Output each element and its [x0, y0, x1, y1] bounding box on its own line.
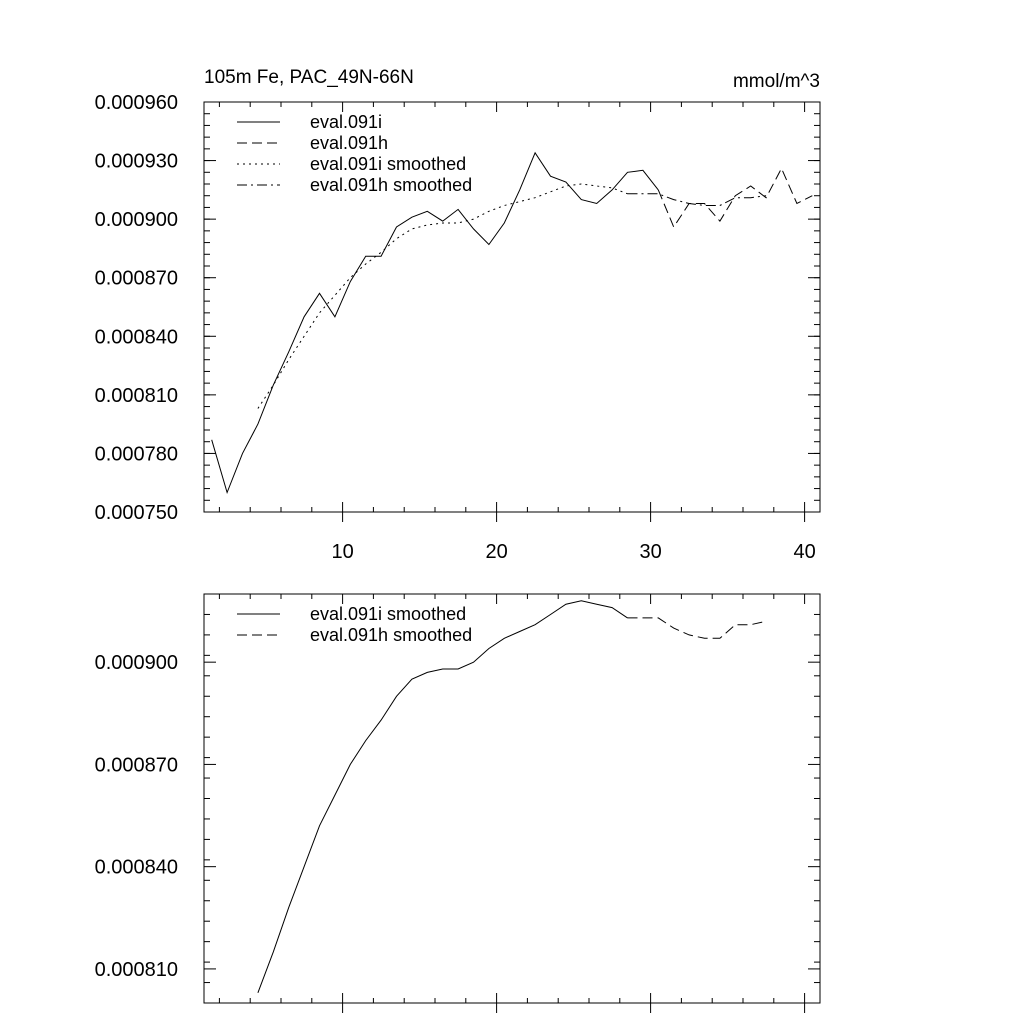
legend-label: eval.091i smoothed: [310, 604, 467, 624]
y-tick-label: 0.000840: [94, 326, 178, 349]
x-tick-label: 30: [639, 541, 662, 563]
x-tick-label: 20: [485, 541, 508, 563]
plot-frame: [204, 594, 820, 1003]
series-line-eval-091h-smoothed: [628, 618, 767, 638]
series-line-eval-091i-smoothed: [258, 601, 628, 993]
legend-label: eval.091i: [310, 112, 383, 132]
chart-title: 105m Fe, PAC_49N-66N: [204, 67, 414, 88]
top-panel: [95, 67, 820, 563]
y-tick-label: 0.000900: [94, 652, 178, 675]
series-line-eval-091i-smoothed: [258, 184, 628, 409]
legend-label: eval.091h smoothed: [310, 175, 473, 195]
y-tick-label: 0.000900: [94, 209, 178, 232]
legend-label: eval.091h: [310, 133, 389, 153]
y-tick-label: 0.000840: [94, 856, 178, 879]
y-tick-label: 0.000810: [94, 958, 178, 981]
x-tick-label: 10: [331, 541, 354, 563]
plot-frame: [204, 102, 820, 512]
legend-label: eval.091h smoothed: [310, 625, 473, 645]
legend-label: eval.091i smoothed: [310, 154, 467, 174]
y-tick-label: 0.000780: [94, 443, 178, 466]
y-tick-label: 0.000810: [94, 384, 178, 407]
y-tick-label: 0.000930: [94, 150, 178, 173]
y-tick-label: 0.000750: [94, 502, 178, 524]
y-tick-label: 0.000870: [94, 754, 178, 777]
series-line-eval-091i: [212, 153, 659, 493]
x-tick-label: 40: [793, 541, 816, 563]
series-line-eval-091h: [658, 168, 812, 227]
y-tick-label: 0.000960: [94, 92, 178, 114]
bottom-panel: [95, 594, 820, 1013]
units-label: mmol/m^3: [732, 71, 820, 92]
y-tick-label: 0.000870: [94, 267, 178, 290]
